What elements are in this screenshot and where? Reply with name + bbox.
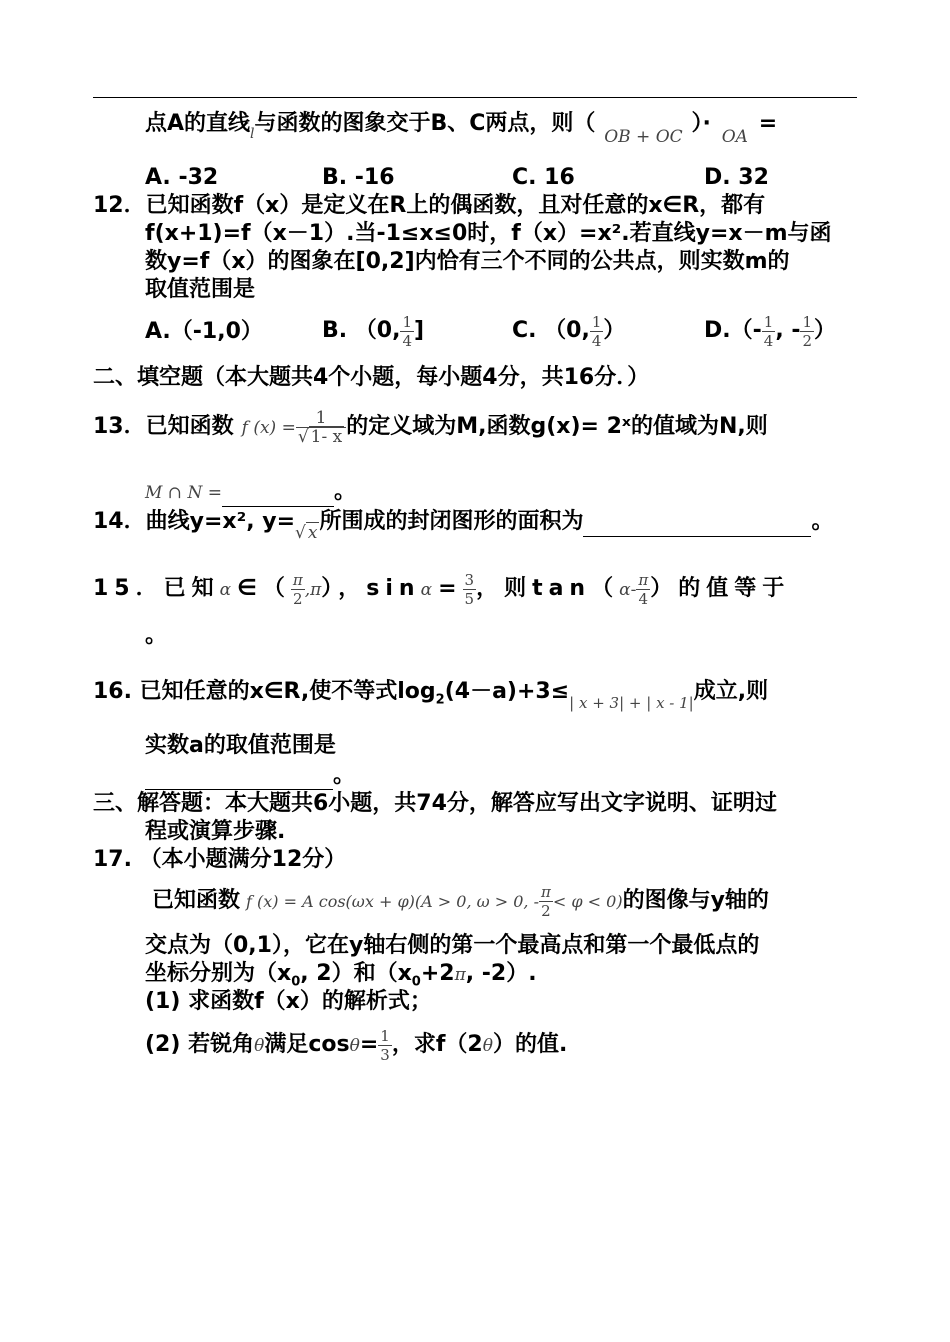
q12-b-suffix: ] — [414, 318, 425, 343]
q14-answer-blank[interactable] — [583, 514, 811, 537]
q17-p2-d: ）的值. — [492, 1032, 568, 1057]
q11-stem — [145, 110, 778, 147]
q12-option-a: A.（-1,0） — [145, 319, 263, 344]
fraction-one-quarter — [590, 313, 604, 350]
q17-formula-a: f (x) = A cos(ωx + φ)(A > 0, ω > 0, - — [246, 892, 539, 911]
q15-in: ∈（ — [237, 576, 291, 601]
q13-function-lhs: f (x) = — [241, 418, 296, 438]
sqrt-radicand: x — [307, 523, 318, 543]
fraction-three-fifths — [463, 571, 477, 608]
q15-sin: ），sin — [321, 576, 421, 601]
q11-text-b: 与函数的图象交于B、C两点，则（ — [254, 111, 596, 136]
q12-d-prefix: D.（- — [704, 318, 762, 343]
frac-num: 1 — [802, 312, 813, 331]
alpha-symbol: α — [219, 580, 238, 600]
m-intersect-n: M ∩ N = — [145, 483, 222, 503]
fraction-pi-over-4 — [636, 571, 650, 608]
q11-option-b: B. -16 — [322, 165, 395, 190]
frac-den: 4 — [402, 331, 412, 350]
frac-num: π — [638, 570, 649, 589]
theta-symbol: θ — [254, 1036, 265, 1056]
q17-stem — [152, 878, 769, 925]
subscript-zero: 0 — [411, 974, 421, 990]
q15-equals: = — [438, 576, 463, 601]
vector-oa: OA — [721, 127, 748, 147]
q13-suffix: 的定义域为M,函数g(x)= 2ˣ的值域为N,则 — [346, 414, 768, 439]
q16-answer-blank[interactable] — [145, 767, 333, 790]
alpha-symbol: α — [420, 580, 439, 600]
q17-formula-b: < φ < 0) — [552, 892, 623, 911]
q16-line-2: 实数a的取值范围是 — [145, 733, 336, 758]
q17-prefix: 已知函数 — [152, 888, 241, 913]
q16-period: 。 — [333, 763, 356, 788]
abs-expression: | x + 3| + | x - 1| — [569, 694, 694, 712]
frac-num: 1 — [763, 312, 774, 331]
q15-stem — [93, 566, 790, 613]
q16-stem — [93, 678, 769, 712]
q13-answer-blank[interactable] — [222, 484, 334, 507]
subscript-zero: 0 — [291, 974, 301, 990]
q16-suffix: 成立,则 — [693, 679, 769, 704]
q14-stem — [93, 508, 834, 543]
frac-den: 2 — [802, 331, 813, 350]
q17-equals: = — [359, 1032, 379, 1057]
q16-answer-line — [145, 762, 355, 790]
section-3-heading-cont: 程或演算步骤. — [145, 819, 286, 844]
q12-line-4: 取值范围是 — [145, 277, 256, 302]
q12-option-b — [322, 308, 424, 354]
fraction-one-quarter — [400, 313, 414, 350]
line-l-symbol: l — [250, 126, 255, 142]
q14-period: 。 — [811, 509, 834, 534]
q17-line-2: 交点为（0,1），它在y轴右侧的第一个最高点和第一个最低点的 — [145, 933, 760, 958]
q11-text-c: ）· — [691, 111, 711, 136]
frac-den: 2 — [539, 901, 553, 920]
log-base: 2 — [435, 692, 445, 708]
sqrt-radicand: 1- x — [310, 426, 343, 447]
top-rule — [93, 97, 857, 98]
frac-num: 1 — [380, 1026, 390, 1045]
q12-b-prefix: B. （0, — [322, 318, 401, 343]
q12-d-suffix: ） — [814, 318, 837, 343]
q14-prefix: 14．曲线y=x², y= — [93, 509, 296, 534]
frac-den — [296, 427, 346, 446]
q17-l3-d: , -2）. — [465, 961, 537, 986]
frac-num: 3 — [464, 570, 475, 589]
q17-p2-c: ，求f（2 — [391, 1032, 483, 1057]
frac-den: 3 — [380, 1045, 390, 1064]
sqrt-symbol: √ 1- x — [297, 426, 343, 447]
comma-pi: ,π — [304, 580, 322, 600]
q12-d-mid: , - — [775, 318, 801, 343]
frac-num: π — [541, 882, 551, 901]
vector-sum: OB + OC — [604, 127, 683, 147]
q12-option-c — [512, 308, 625, 354]
q12-option-d — [704, 308, 836, 354]
q13-prefix: 13．已知函数 — [93, 414, 234, 439]
q12-c-suffix: ） — [603, 318, 626, 343]
q12-c-prefix: C. （0, — [512, 318, 590, 343]
pi-symbol: π — [454, 965, 466, 985]
q17-l3-a: 坐标分别为（x — [145, 961, 292, 986]
q11-equals: = — [758, 111, 778, 136]
q17-line-3 — [145, 960, 537, 989]
q13-answer-line — [145, 478, 356, 507]
q17-part-2 — [145, 1022, 567, 1069]
q17-p2-b: 满足cos — [264, 1032, 350, 1057]
frac-den: 2 — [291, 589, 305, 608]
section-3-heading: 三、解答题：本大题共6小题，共74分，解答应写出文字说明、证明过 — [93, 791, 777, 816]
q13-stem — [93, 404, 768, 451]
q11-option-a: A. -32 — [145, 165, 219, 190]
fraction-pi-over-2 — [291, 571, 305, 608]
q14-suffix: 所围成的封闭图形的面积为 — [319, 509, 584, 534]
q12-line-2: f(x+1)=f（x－1）.当-1≤x≤0时，f（x）=x².若直线y=x－m与函 — [145, 221, 832, 246]
frac-den: 4 — [636, 589, 650, 608]
q16-mid: (4－a)+3≤ — [444, 679, 570, 704]
frac-num: 1 — [315, 407, 327, 428]
q17-p2-a: (2) 若锐角 — [145, 1032, 255, 1057]
q15-prefix: 15．已知 — [93, 576, 220, 601]
q13-period: 。 — [333, 479, 356, 504]
sqrt-symbol: √ x — [295, 523, 318, 543]
fraction-one-third — [378, 1027, 392, 1064]
q11-option-d: D. 32 — [704, 165, 769, 190]
section-2-heading: 二、填空题（本大题共4个小题，每小题4分，共16分．） — [93, 365, 650, 390]
q15-suffix: ）的值等于 — [650, 576, 791, 601]
q11-option-c: C. 16 — [512, 165, 575, 190]
frac-den: 5 — [464, 589, 475, 608]
q12-line-1: 12．已知函数f（x）是定义在R上的偶函数，且对任意的x∈R，都有 — [93, 193, 766, 218]
q12-line-3: 数y=f（x）的图象在[0,2]内恰有三个不同的公共点，则实数m的 — [145, 249, 790, 274]
frac-den: 4 — [591, 331, 602, 350]
q17-l3-c: +2 — [420, 961, 455, 986]
frac-num: 1 — [402, 312, 412, 331]
theta-symbol: θ — [349, 1036, 360, 1056]
frac-num: π — [292, 570, 303, 589]
q17-part-1: (1) 求函数f（x）的解析式； — [145, 989, 432, 1014]
q17-l3-b: , 2）和（x — [300, 961, 412, 986]
fraction-one-half — [800, 313, 814, 350]
frac-den: 4 — [763, 331, 774, 350]
theta-symbol: θ — [482, 1036, 493, 1056]
frac-num: 1 — [591, 312, 602, 331]
fraction-one-quarter — [762, 313, 776, 350]
q16-prefix: 16. 已知任意的x∈R,使不等式log — [93, 679, 436, 704]
alpha-symbol: α — [619, 580, 631, 600]
q15-period: 。 — [145, 623, 168, 648]
fraction-pi-over-2 — [539, 883, 553, 920]
q17-suffix: 的图像与y轴的 — [622, 888, 769, 913]
q13-fraction — [296, 409, 346, 446]
q17-heading: 17. （本小题满分12分） — [93, 847, 347, 872]
minus-sign: - — [630, 580, 637, 600]
q15-tan: ，则tan（ — [476, 576, 620, 601]
q11-text-a: 点A的直线 — [145, 111, 251, 136]
